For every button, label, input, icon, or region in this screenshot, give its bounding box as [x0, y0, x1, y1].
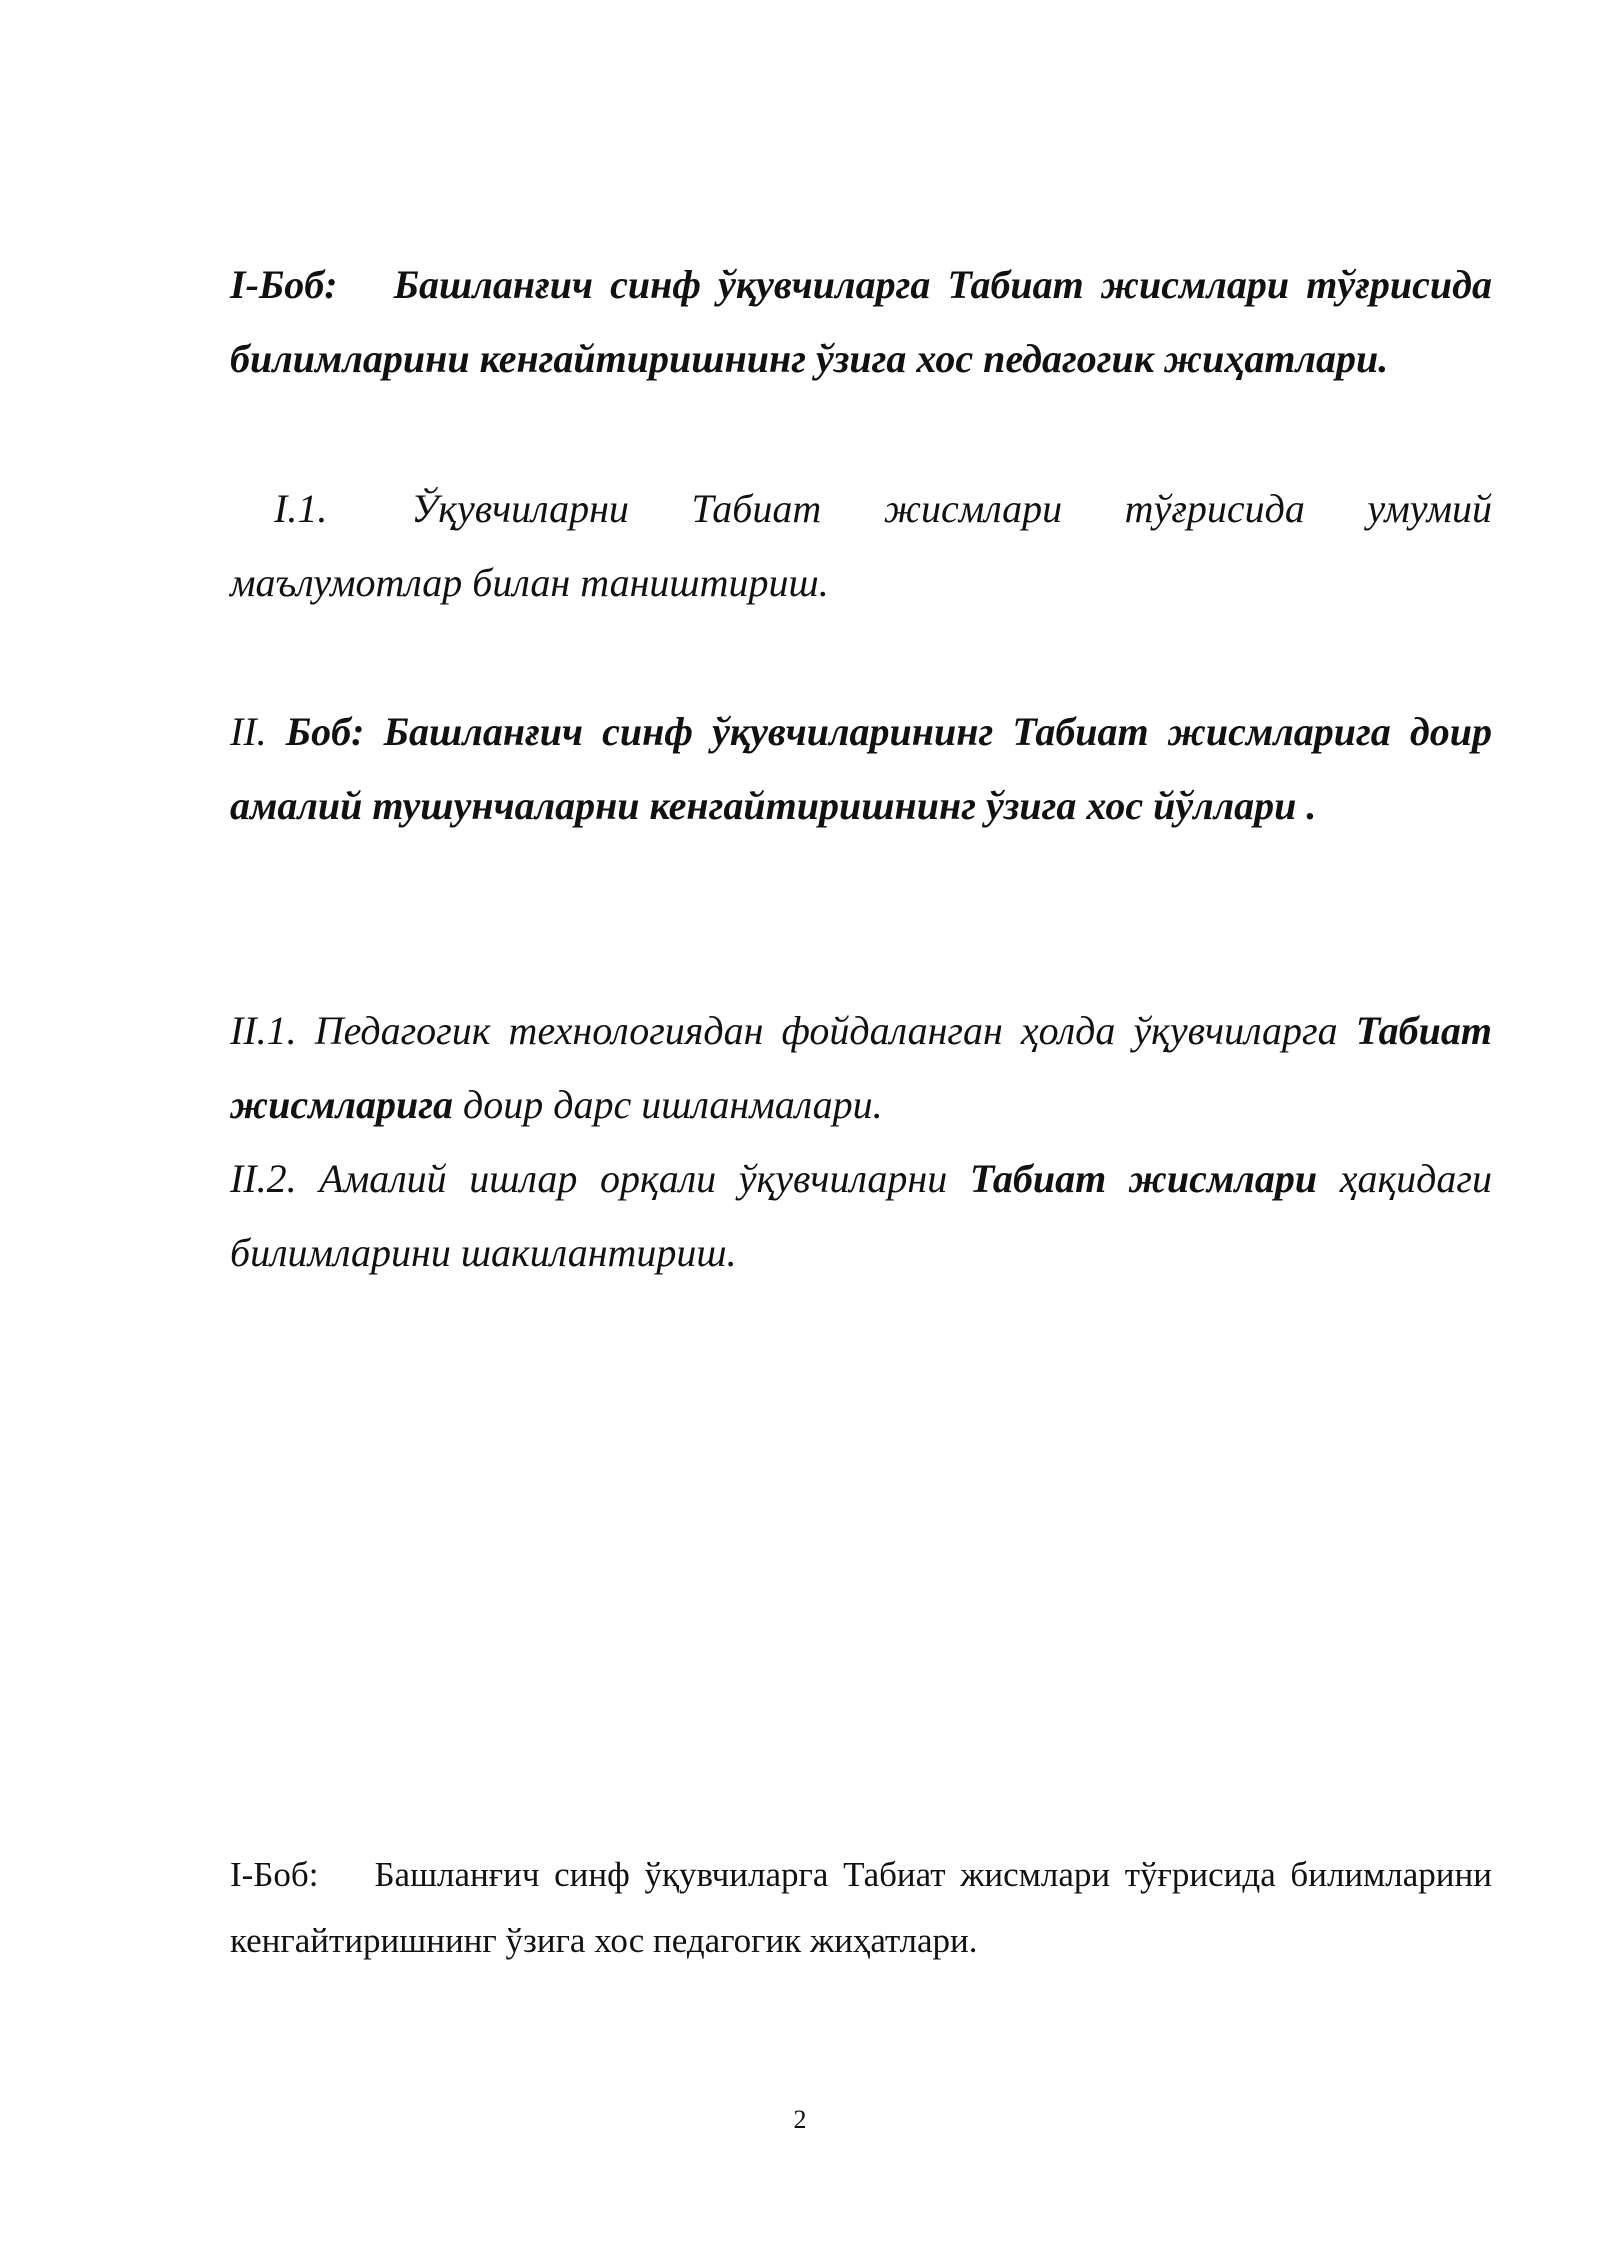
toc-chapter-1-label: I-Боб: [230, 262, 338, 307]
toc-section-2-1-text-before: II.1. Педагогик технологиядан фойдаланган ҳолда ўқувчиларга [230, 1008, 1338, 1053]
toc-chapter-1 [230, 248, 1492, 396]
toc-section-2-1 [230, 994, 1492, 1142]
page-number: 2 [793, 2105, 807, 2134]
toc-section-2-2 [230, 1142, 1492, 1290]
toc-section-1-1-label: I.1. [274, 486, 328, 531]
toc-section-2-2-text-after: ҳақидаги билимларини шакилантириш. [230, 1156, 1493, 1275]
chapter-1-heading-label: I-Боб: [230, 1855, 319, 1894]
toc-section-1-1-title: Ўқувчиларни Табиат жисмлари тўғрисида умумий маълумотлар билан таништириш. [230, 486, 1492, 605]
toc-chapter-1-title: Башланғич синф ўқувчиларга Табиат жисмлари тўғрисида билимларини кенгайтиришнинг ўзига хос педагогик жиҳатлари. [230, 262, 1492, 381]
chapter-1-heading-title: Башланғич синф ўқувчиларга Табиат жисмлари тўғрисида билимларини кенгайтиришнинг ўзига хос педагогик жиҳатлари. [230, 1855, 1492, 1960]
toc-section-2-2-bold: Табиат жисмлари [969, 1156, 1318, 1201]
toc-section-1-1 [230, 472, 1492, 620]
toc-section-2-1-text-after: доир дарс ишланмалари. [463, 1082, 883, 1127]
toc-section-2-2-text-before: II.2. Амалий ишлар орқали ўқувчиларни [230, 1156, 948, 1201]
toc-chapter-2 [230, 695, 1492, 843]
toc-chapter-2-prefix: II. [230, 709, 267, 754]
toc-chapter-2-title: Боб: Башланғич синф ўқувчиларининг Табиат жисмларига доир амалий тушунчаларни кенгайтиришнинг ўзига хос йўллари . [230, 709, 1492, 828]
toc-section-2-1-bold: Табиат жисмларига [230, 1008, 1492, 1127]
chapter-1-heading [230, 1842, 1492, 1974]
